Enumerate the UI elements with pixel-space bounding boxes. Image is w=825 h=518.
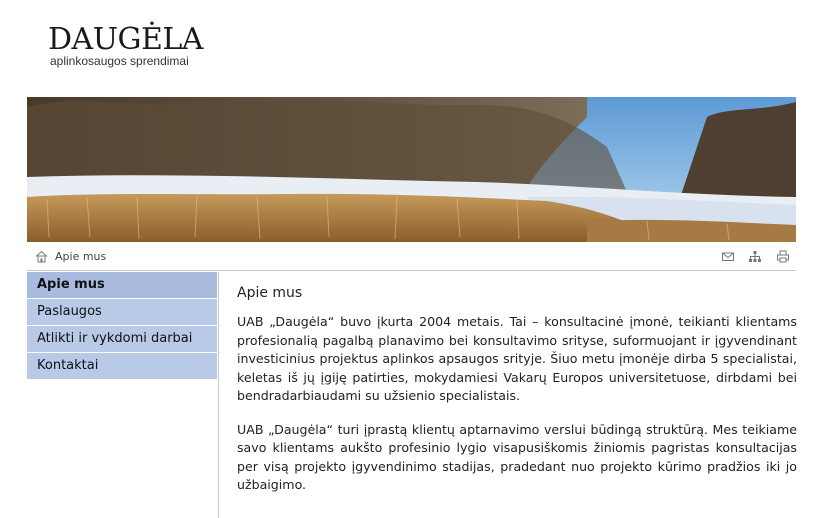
sidebar-item-apie-mus[interactable]: Apie mus xyxy=(27,272,217,298)
sitemap-icon[interactable] xyxy=(748,250,762,263)
breadcrumb xyxy=(27,246,796,271)
main-content xyxy=(237,285,797,510)
sidebar-item-paslaugos[interactable]: Paslaugos xyxy=(27,299,217,325)
breadcrumb-current: Apie mus xyxy=(55,250,107,263)
logo-name: DAUGĖLA xyxy=(48,22,203,57)
header-banner-image xyxy=(27,97,796,242)
home-icon[interactable] xyxy=(35,250,48,263)
print-icon[interactable] xyxy=(776,250,790,263)
logo-tagline: aplinkosaugos sprendimai xyxy=(50,54,189,68)
sidebar-item-kontaktai[interactable]: Kontaktai xyxy=(27,353,217,379)
sidebar-nav xyxy=(27,272,217,380)
content-divider xyxy=(218,272,219,518)
mail-icon[interactable] xyxy=(721,250,735,263)
sidebar-item-atlikti-darbai[interactable]: Atlikti ir vykdomi darbai xyxy=(27,326,217,352)
site-logo[interactable] xyxy=(48,24,218,68)
content-paragraph: UAB „Daugėla“ buvo įkurta 2004 metais. Tai – konsultacinė įmonė, teikianti klientams profesionalią pagalbą planavimo bei konsultavimo srityse, suformuojant ir įgyvendinant investicinius projektus aplinkos apsaugos srityje. Šiuo metu įmonėje dirba 5 specialistai, keletas iš jų įgiję patirties, mokydamiesi Vakarų Europos universitetuose, dirbdami bei bendradarbiaudami su užsienio specialistais. xyxy=(237,314,797,403)
page-title: Apie mus xyxy=(237,285,303,301)
content-paragraph: UAB „Daugėla“ turi įprastą klientų aptarnavimo verslui būdingą struktūrą. Mes teikiame savo klientams aukšto profesinio lygio visapusiškomis žiniomis pagristas konsultacijas per visą projekto įgyvendinimo stadijas, pradedant nuo projekto kūrimo pradžios iki jo užbaigimo. xyxy=(237,421,797,492)
